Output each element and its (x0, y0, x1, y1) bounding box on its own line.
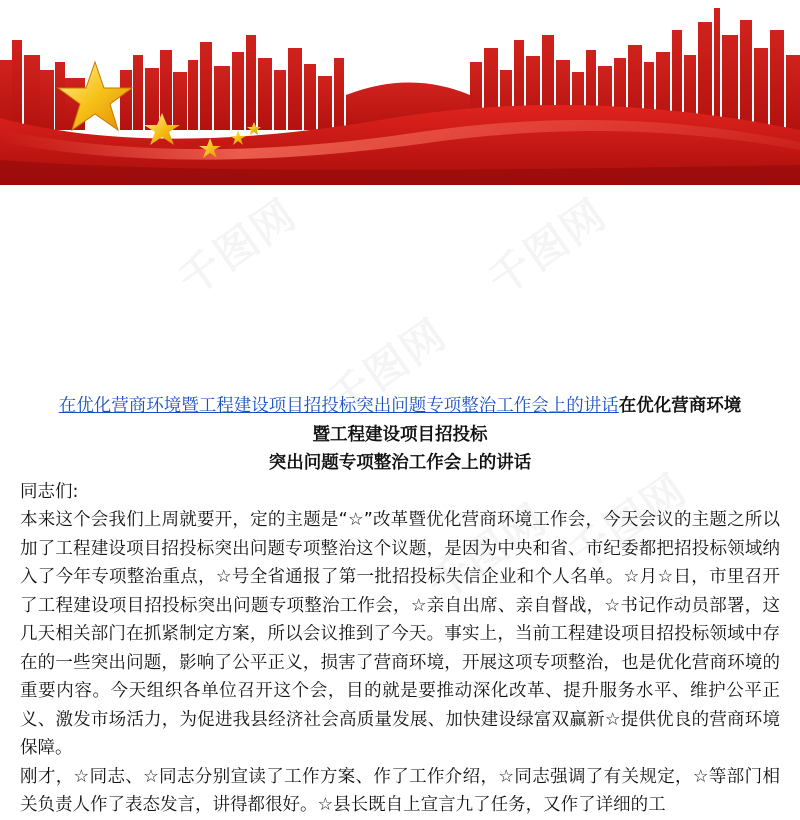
title-line-3: 突出问题专项整治工作会上的讲话 (268, 453, 532, 473)
title-line-2: 暨工程建设项目招投标 (312, 424, 488, 445)
watermark-text: 千图网 (319, 309, 456, 425)
header-banner (0, 0, 800, 185)
title-bold-part: 在优化营商环境 (618, 396, 742, 416)
banner-illustration (0, 0, 800, 185)
title-line-1 (20, 392, 780, 421)
paragraph: 刚才，☆同志、☆同志分别宣读了工作方案、作了工作介绍，☆同志强调了有关规定，☆等部门相关负责人作了表态发言，讲得都很好。☆县长既自上宣言九了任务，又作了详细的工 (20, 766, 780, 815)
watermark-text: 千图网 (479, 189, 616, 305)
watermark-text: 千图网 (559, 464, 696, 580)
title-link[interactable]: 在优化营商环境暨工程建设项目招投标突出问题专项整治工作会上的讲话 (58, 396, 619, 416)
greeting: 同志们: (20, 481, 79, 502)
watermark-text: 千图网 (169, 189, 306, 305)
watermark-text: 千图网 (419, 494, 556, 610)
paragraph: 本来这个会我们上周就要开，定的主题是“☆”改革暨优化营商环境工作会，今天会议的主题之所以加了工程建设项目招投标突出问题专项整治这个议题，是因为中央和省、市纪委都把招投标领域纳入了今年专项整治重点，☆号全省通报了第一批招投标失信企业和个人名单。☆月☆日，市里召开了工程建设项目招投标突出问题专项整治工作会，☆亲自出席、亲自督战，☆书记作动员部署，这几天相关部门在抓紧制定方案，所以会议推到了今天。事实上，当前工程建设项目招投标领域中存在的一些突出问题，影响了公平正义，损害了营商环境，开展这项专项整治，也是优化营商环境的重要内容。今天组织各单位召开这个会，目的就是要推动深化改革、提升服务水平、维护公平正义、激发市场活力，为促进我县经济社会高质量发展、加快建设绿富双赢新☆提供优良的营商环境保障。 (20, 510, 780, 758)
document-body (20, 392, 780, 820)
